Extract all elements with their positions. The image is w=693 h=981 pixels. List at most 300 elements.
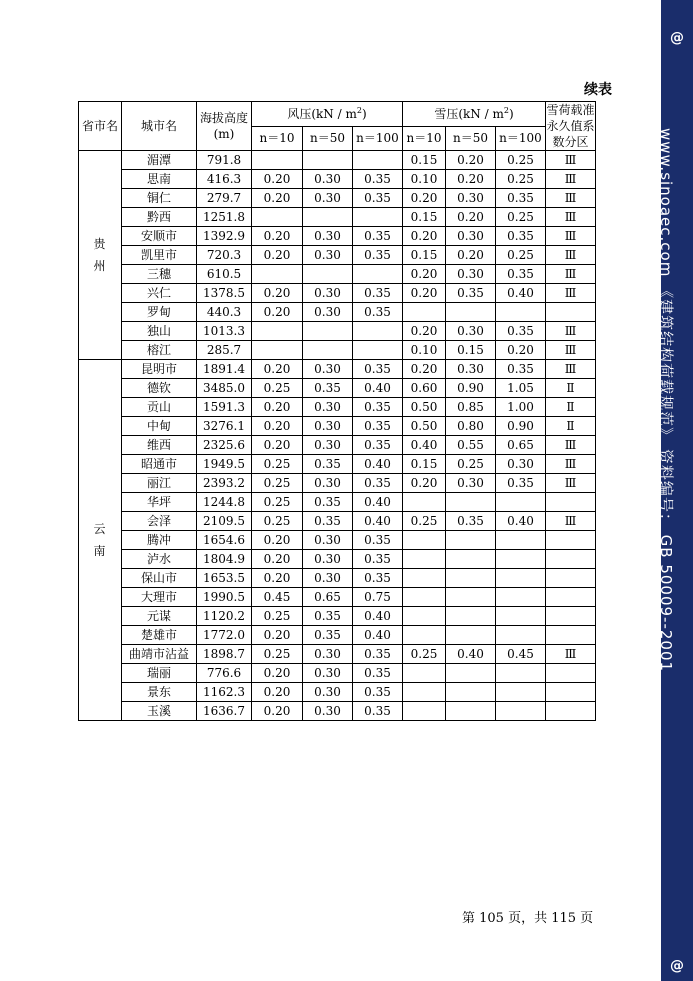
value-cell: 0.90 bbox=[446, 379, 496, 398]
value-cell: Ⅲ bbox=[546, 265, 596, 284]
value-cell: 0.15 bbox=[446, 341, 496, 360]
value-cell bbox=[403, 626, 446, 645]
value-cell: 0.35 bbox=[353, 398, 403, 417]
value-cell: 1891.4 bbox=[197, 360, 252, 379]
value-cell bbox=[403, 702, 446, 721]
value-cell: 0.35 bbox=[303, 493, 353, 512]
city-cell: 会泽 bbox=[122, 512, 197, 531]
value-cell: 0.20 bbox=[252, 417, 303, 436]
value-cell: 0.35 bbox=[496, 474, 546, 493]
value-cell: 0.30 bbox=[303, 398, 353, 417]
value-cell: 0.40 bbox=[353, 607, 403, 626]
value-cell bbox=[446, 303, 496, 322]
value-cell: 0.25 bbox=[496, 208, 546, 227]
city-cell: 泸水 bbox=[122, 550, 197, 569]
table-row bbox=[79, 284, 596, 303]
city-cell: 安顺市 bbox=[122, 227, 197, 246]
value-cell bbox=[546, 493, 596, 512]
value-cell: 0.25 bbox=[252, 512, 303, 531]
value-cell bbox=[546, 569, 596, 588]
value-cell: 0.15 bbox=[403, 151, 446, 170]
value-cell: 0.55 bbox=[446, 436, 496, 455]
value-cell: Ⅲ bbox=[546, 151, 596, 170]
value-cell: 0.35 bbox=[496, 360, 546, 379]
value-cell: 0.30 bbox=[446, 474, 496, 493]
value-cell bbox=[403, 303, 446, 322]
value-cell: 0.35 bbox=[353, 303, 403, 322]
value-cell: 0.35 bbox=[353, 189, 403, 208]
value-cell: 0.20 bbox=[252, 360, 303, 379]
city-cell: 华坪 bbox=[122, 493, 197, 512]
value-cell bbox=[496, 493, 546, 512]
value-cell: 0.35 bbox=[303, 626, 353, 645]
city-cell: 丽江 bbox=[122, 474, 197, 493]
value-cell: 0.15 bbox=[403, 208, 446, 227]
value-cell: 0.25 bbox=[496, 246, 546, 265]
table-row bbox=[79, 398, 596, 417]
value-cell: Ⅲ bbox=[546, 455, 596, 474]
value-cell bbox=[446, 626, 496, 645]
value-cell: 285.7 bbox=[197, 341, 252, 360]
value-cell: Ⅲ bbox=[546, 208, 596, 227]
value-cell: 0.40 bbox=[353, 455, 403, 474]
value-cell: 1.05 bbox=[496, 379, 546, 398]
header-altitude-label: 海拔高度 bbox=[199, 111, 248, 125]
value-cell bbox=[303, 322, 353, 341]
value-cell: 0.40 bbox=[496, 512, 546, 531]
value-cell bbox=[353, 151, 403, 170]
value-cell bbox=[446, 607, 496, 626]
value-cell: 0.15 bbox=[403, 246, 446, 265]
value-cell bbox=[303, 208, 353, 227]
city-cell: 大理市 bbox=[122, 588, 197, 607]
value-cell: 1162.3 bbox=[197, 683, 252, 702]
city-cell: 凯里市 bbox=[122, 246, 197, 265]
value-cell: 0.35 bbox=[446, 284, 496, 303]
value-cell: 2109.5 bbox=[197, 512, 252, 531]
value-cell: 0.35 bbox=[353, 531, 403, 550]
value-cell: 1378.5 bbox=[197, 284, 252, 303]
header-wind-n100: n＝100 bbox=[353, 126, 403, 151]
value-cell: 0.20 bbox=[252, 189, 303, 208]
value-cell bbox=[496, 569, 546, 588]
value-cell: 0.35 bbox=[353, 569, 403, 588]
value-cell: 0.30 bbox=[303, 303, 353, 322]
value-cell: 0.30 bbox=[303, 683, 353, 702]
value-cell: 1654.6 bbox=[197, 531, 252, 550]
value-cell: 0.20 bbox=[446, 246, 496, 265]
value-cell bbox=[446, 550, 496, 569]
value-cell: Ⅱ bbox=[546, 417, 596, 436]
header-city: 城市名 bbox=[122, 102, 197, 151]
table-row bbox=[79, 683, 596, 702]
value-cell: 1591.3 bbox=[197, 398, 252, 417]
value-cell bbox=[403, 664, 446, 683]
table-row bbox=[79, 531, 596, 550]
city-cell: 黔西 bbox=[122, 208, 197, 227]
value-cell: 0.20 bbox=[403, 360, 446, 379]
value-cell: Ⅲ bbox=[546, 436, 596, 455]
value-cell: 0.30 bbox=[303, 702, 353, 721]
value-cell: 0.25 bbox=[403, 512, 446, 531]
value-cell: 0.35 bbox=[353, 550, 403, 569]
value-cell bbox=[446, 664, 496, 683]
value-cell: 0.90 bbox=[496, 417, 546, 436]
value-cell bbox=[546, 607, 596, 626]
value-cell: 0.35 bbox=[353, 170, 403, 189]
value-cell: Ⅲ bbox=[546, 227, 596, 246]
value-cell: 0.80 bbox=[446, 417, 496, 436]
value-cell: 0.20 bbox=[252, 436, 303, 455]
table-row bbox=[79, 512, 596, 531]
value-cell: 0.40 bbox=[496, 284, 546, 303]
table-row bbox=[79, 341, 596, 360]
value-cell bbox=[546, 303, 596, 322]
value-cell: 3485.0 bbox=[197, 379, 252, 398]
city-cell: 兴仁 bbox=[122, 284, 197, 303]
value-cell bbox=[546, 702, 596, 721]
value-cell: 0.35 bbox=[353, 246, 403, 265]
value-cell bbox=[496, 683, 546, 702]
value-cell bbox=[252, 151, 303, 170]
value-cell bbox=[353, 341, 403, 360]
table-row bbox=[79, 455, 596, 474]
value-cell: 0.20 bbox=[446, 208, 496, 227]
value-cell: 720.3 bbox=[197, 246, 252, 265]
value-cell: 0.35 bbox=[303, 512, 353, 531]
value-cell: 0.25 bbox=[252, 379, 303, 398]
value-cell: 0.40 bbox=[353, 379, 403, 398]
header-wind-n50: n＝50 bbox=[303, 126, 353, 151]
value-cell: 0.30 bbox=[303, 531, 353, 550]
table-row bbox=[79, 151, 596, 170]
value-cell: 0.25 bbox=[496, 151, 546, 170]
value-cell: 0.30 bbox=[303, 474, 353, 493]
load-table bbox=[78, 101, 596, 721]
value-cell: Ⅲ bbox=[546, 360, 596, 379]
province-cell: 云南 bbox=[79, 360, 122, 721]
page-footer: 第 105 页，共 115 页 bbox=[462, 911, 594, 926]
value-cell: Ⅲ bbox=[546, 322, 596, 341]
value-cell bbox=[403, 607, 446, 626]
city-cell: 罗甸 bbox=[122, 303, 197, 322]
value-cell bbox=[252, 208, 303, 227]
value-cell: 0.35 bbox=[496, 322, 546, 341]
value-cell bbox=[496, 588, 546, 607]
city-cell: 景东 bbox=[122, 683, 197, 702]
value-cell: 440.3 bbox=[197, 303, 252, 322]
value-cell bbox=[403, 493, 446, 512]
value-cell: 0.20 bbox=[252, 246, 303, 265]
value-cell: 0.65 bbox=[303, 588, 353, 607]
value-cell: 0.65 bbox=[496, 436, 546, 455]
city-cell: 思南 bbox=[122, 170, 197, 189]
value-cell: 0.20 bbox=[496, 341, 546, 360]
table-row bbox=[79, 645, 596, 664]
value-cell: 0.20 bbox=[252, 398, 303, 417]
header-snow-zone: 雪荷载准 永久值系 数分区 bbox=[546, 103, 595, 149]
value-cell: 0.20 bbox=[252, 626, 303, 645]
value-cell: 0.45 bbox=[252, 588, 303, 607]
table-row bbox=[79, 227, 596, 246]
value-cell: 0.20 bbox=[403, 474, 446, 493]
value-cell bbox=[446, 493, 496, 512]
value-cell: 0.35 bbox=[353, 664, 403, 683]
value-cell: 0.35 bbox=[353, 683, 403, 702]
header-snow-n50: n＝50 bbox=[446, 126, 496, 151]
value-cell: 0.40 bbox=[446, 645, 496, 664]
header-snow: 雪压$(kN / m^2)$ bbox=[403, 102, 546, 127]
sidebar-text: www.sinoaec.com 《建筑结构荷载规范》 资料编号： GB 50009--2001 bbox=[657, 128, 675, 673]
value-cell: 0.45 bbox=[496, 645, 546, 664]
table-row bbox=[79, 379, 596, 398]
city-cell: 昆明市 bbox=[122, 360, 197, 379]
value-cell: 0.35 bbox=[303, 379, 353, 398]
city-cell: 玉溪 bbox=[122, 702, 197, 721]
value-cell: 1772.0 bbox=[197, 626, 252, 645]
value-cell: 0.25 bbox=[252, 645, 303, 664]
value-cell: 0.10 bbox=[403, 341, 446, 360]
value-cell: 0.25 bbox=[446, 455, 496, 474]
value-cell: 1653.5 bbox=[197, 569, 252, 588]
city-cell: 湄潭 bbox=[122, 151, 197, 170]
value-cell: 1013.3 bbox=[197, 322, 252, 341]
city-cell: 德钦 bbox=[122, 379, 197, 398]
value-cell: 1.00 bbox=[496, 398, 546, 417]
value-cell: 0.20 bbox=[446, 151, 496, 170]
value-cell bbox=[546, 683, 596, 702]
value-cell: 0.10 bbox=[403, 170, 446, 189]
value-cell bbox=[403, 569, 446, 588]
value-cell bbox=[353, 265, 403, 284]
value-cell: 0.20 bbox=[403, 227, 446, 246]
value-cell: 0.35 bbox=[496, 227, 546, 246]
city-cell: 中甸 bbox=[122, 417, 197, 436]
city-cell: 瑞丽 bbox=[122, 664, 197, 683]
value-cell: 1392.9 bbox=[197, 227, 252, 246]
header-altitude bbox=[197, 102, 252, 151]
value-cell: 0.30 bbox=[303, 417, 353, 436]
value-cell: 0.30 bbox=[446, 265, 496, 284]
table-row bbox=[79, 588, 596, 607]
header-wind: 风压$(kN / m^2)$ bbox=[252, 102, 403, 127]
table-row bbox=[79, 493, 596, 512]
value-cell bbox=[252, 322, 303, 341]
value-cell: 0.60 bbox=[403, 379, 446, 398]
value-cell bbox=[403, 588, 446, 607]
value-cell: Ⅲ bbox=[546, 512, 596, 531]
table-row bbox=[79, 208, 596, 227]
value-cell: 0.20 bbox=[403, 284, 446, 303]
city-cell: 独山 bbox=[122, 322, 197, 341]
value-cell: 0.20 bbox=[252, 303, 303, 322]
value-cell: 0.20 bbox=[252, 664, 303, 683]
value-cell bbox=[303, 341, 353, 360]
table-row bbox=[79, 417, 596, 436]
value-cell: Ⅱ bbox=[546, 398, 596, 417]
table-row bbox=[79, 569, 596, 588]
value-cell bbox=[496, 303, 546, 322]
value-cell: 0.30 bbox=[303, 550, 353, 569]
value-cell: 0.20 bbox=[252, 227, 303, 246]
value-cell: 0.35 bbox=[353, 227, 403, 246]
value-cell bbox=[403, 683, 446, 702]
value-cell: 0.50 bbox=[403, 398, 446, 417]
value-cell: 0.20 bbox=[252, 531, 303, 550]
city-cell: 维西 bbox=[122, 436, 197, 455]
value-cell: 0.20 bbox=[403, 322, 446, 341]
value-cell: 0.40 bbox=[353, 493, 403, 512]
value-cell: 0.35 bbox=[303, 455, 353, 474]
value-cell bbox=[353, 208, 403, 227]
value-cell: 1804.9 bbox=[197, 550, 252, 569]
table-row bbox=[79, 189, 596, 208]
value-cell: 0.50 bbox=[403, 417, 446, 436]
city-cell: 三穗 bbox=[122, 265, 197, 284]
value-cell: 0.30 bbox=[446, 189, 496, 208]
continued-label: 续表 bbox=[584, 82, 612, 98]
value-cell: 610.5 bbox=[197, 265, 252, 284]
value-cell: 2393.2 bbox=[197, 474, 252, 493]
value-cell: 1636.7 bbox=[197, 702, 252, 721]
value-cell: 0.20 bbox=[252, 569, 303, 588]
value-cell bbox=[446, 683, 496, 702]
header-altitude-unit: (m) bbox=[213, 127, 235, 141]
value-cell: 279.7 bbox=[197, 189, 252, 208]
value-cell: 0.15 bbox=[403, 455, 446, 474]
value-cell: 0.20 bbox=[403, 265, 446, 284]
header-wind-n10: n＝10 bbox=[252, 126, 303, 151]
value-cell: 0.30 bbox=[446, 360, 496, 379]
value-cell: 0.20 bbox=[446, 170, 496, 189]
table-row bbox=[79, 303, 596, 322]
table-row bbox=[79, 474, 596, 493]
value-cell: 0.25 bbox=[252, 474, 303, 493]
value-cell: Ⅲ bbox=[546, 341, 596, 360]
header-province: 省市名 bbox=[79, 102, 122, 151]
value-cell bbox=[496, 664, 546, 683]
value-cell: 791.8 bbox=[197, 151, 252, 170]
value-cell: 0.40 bbox=[403, 436, 446, 455]
value-cell: 0.20 bbox=[252, 550, 303, 569]
value-cell: 0.20 bbox=[252, 284, 303, 303]
table-row bbox=[79, 265, 596, 284]
value-cell: 0.30 bbox=[303, 645, 353, 664]
city-cell: 元谋 bbox=[122, 607, 197, 626]
value-cell: 0.20 bbox=[252, 683, 303, 702]
value-cell bbox=[496, 626, 546, 645]
value-cell bbox=[546, 531, 596, 550]
value-cell: 0.30 bbox=[303, 360, 353, 379]
value-cell: 0.25 bbox=[252, 607, 303, 626]
table-row bbox=[79, 550, 596, 569]
value-cell bbox=[303, 265, 353, 284]
value-cell bbox=[546, 550, 596, 569]
value-cell: 0.20 bbox=[403, 189, 446, 208]
value-cell: 0.35 bbox=[496, 265, 546, 284]
value-cell: 1898.7 bbox=[197, 645, 252, 664]
value-cell: 0.25 bbox=[252, 455, 303, 474]
table-row bbox=[79, 664, 596, 683]
value-cell: 0.40 bbox=[353, 512, 403, 531]
value-cell: 1120.2 bbox=[197, 607, 252, 626]
city-cell: 腾冲 bbox=[122, 531, 197, 550]
province-cell: 贵州 bbox=[79, 151, 122, 360]
value-cell: 0.35 bbox=[303, 607, 353, 626]
value-cell: 0.35 bbox=[496, 189, 546, 208]
value-cell: 1244.8 bbox=[197, 493, 252, 512]
value-cell: 0.30 bbox=[496, 455, 546, 474]
at-icon-bottom: @ bbox=[670, 958, 684, 974]
value-cell bbox=[546, 588, 596, 607]
value-cell bbox=[496, 531, 546, 550]
value-cell bbox=[446, 531, 496, 550]
city-cell: 楚雄市 bbox=[122, 626, 197, 645]
value-cell: 1990.5 bbox=[197, 588, 252, 607]
table-row bbox=[79, 607, 596, 626]
at-icon-top: @ bbox=[670, 30, 684, 46]
value-cell: 776.6 bbox=[197, 664, 252, 683]
value-cell: Ⅲ bbox=[546, 474, 596, 493]
table-row bbox=[79, 322, 596, 341]
value-cell bbox=[496, 702, 546, 721]
value-cell: 1251.8 bbox=[197, 208, 252, 227]
value-cell: 0.30 bbox=[303, 189, 353, 208]
value-cell: 0.30 bbox=[303, 664, 353, 683]
table-row bbox=[79, 702, 596, 721]
value-cell bbox=[252, 341, 303, 360]
value-cell: 0.30 bbox=[303, 227, 353, 246]
value-cell: 0.25 bbox=[496, 170, 546, 189]
table-body bbox=[79, 151, 596, 721]
table-row bbox=[79, 360, 596, 379]
value-cell: 0.30 bbox=[303, 436, 353, 455]
value-cell: 0.35 bbox=[353, 645, 403, 664]
value-cell: 0.30 bbox=[303, 246, 353, 265]
value-cell: Ⅲ bbox=[546, 645, 596, 664]
table-row bbox=[79, 436, 596, 455]
value-cell: 0.75 bbox=[353, 588, 403, 607]
value-cell: 0.35 bbox=[353, 702, 403, 721]
value-cell: 0.25 bbox=[403, 645, 446, 664]
value-cell: Ⅲ bbox=[546, 189, 596, 208]
value-cell: 0.30 bbox=[446, 227, 496, 246]
value-cell: 0.30 bbox=[446, 322, 496, 341]
value-cell bbox=[403, 550, 446, 569]
value-cell: 0.35 bbox=[353, 474, 403, 493]
value-cell: 0.35 bbox=[353, 417, 403, 436]
value-cell bbox=[403, 531, 446, 550]
header-snow-n10: n＝10 bbox=[403, 126, 446, 151]
value-cell bbox=[353, 322, 403, 341]
header-snow-n100: n＝100 bbox=[496, 126, 546, 151]
city-cell: 铜仁 bbox=[122, 189, 197, 208]
value-cell bbox=[446, 702, 496, 721]
city-cell: 曲靖市沾益 bbox=[122, 645, 197, 664]
value-cell: 0.20 bbox=[252, 702, 303, 721]
value-cell: 1949.5 bbox=[197, 455, 252, 474]
value-cell: 0.35 bbox=[353, 284, 403, 303]
table-row bbox=[79, 246, 596, 265]
city-cell: 榕江 bbox=[122, 341, 197, 360]
value-cell: 0.35 bbox=[446, 512, 496, 531]
value-cell bbox=[496, 607, 546, 626]
city-cell: 贡山 bbox=[122, 398, 197, 417]
value-cell: 0.30 bbox=[303, 569, 353, 588]
value-cell: Ⅲ bbox=[546, 284, 596, 303]
value-cell: 2325.6 bbox=[197, 436, 252, 455]
value-cell: 416.3 bbox=[197, 170, 252, 189]
